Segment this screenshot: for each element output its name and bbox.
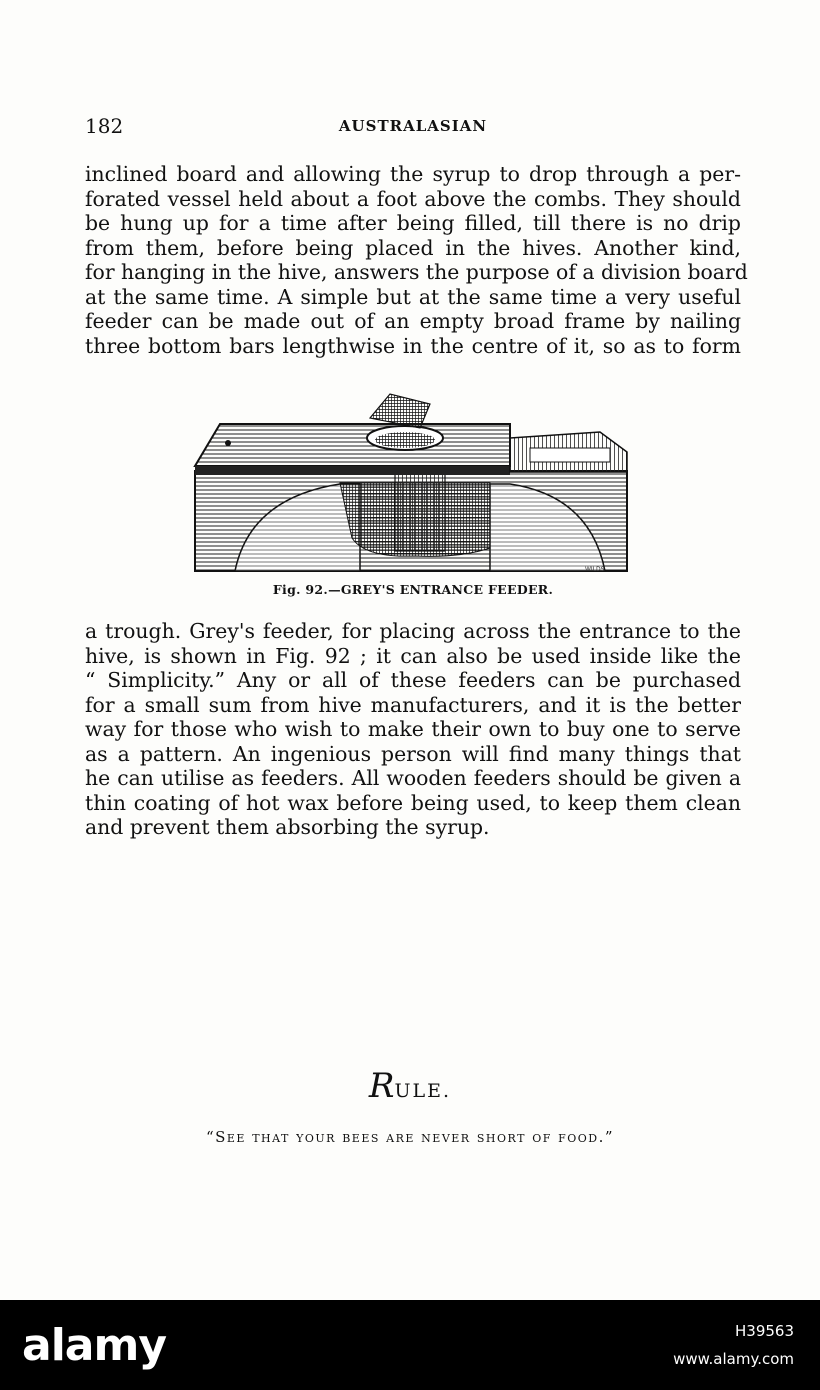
page-number: 182 <box>85 114 124 138</box>
text-line: for hanging in the hive, answers the purpose of a division board <box>85 260 748 284</box>
watermark-url: www.alamy.com <box>673 1350 794 1368</box>
text-line: thin coating of hot wax before being used, to keep them clean <box>85 790 741 815</box>
text-line: feeder can be made out of an empty broad frame by nailing <box>85 309 741 333</box>
stock-watermark-bar <box>0 1300 820 1390</box>
text-line: way for those who wish to make their own to buy one to serve <box>85 717 741 741</box>
text-line: a trough. Grey's feeder, for placing across the entrance to the <box>85 619 741 643</box>
text-line: he can utilise as feeders. All wooden feeders should be given a <box>85 766 741 790</box>
rule-heading-initial: R <box>368 1066 395 1106</box>
feeder-illustration <box>190 388 630 578</box>
watermark-image-id: H39563 <box>735 1322 794 1340</box>
paragraph-top <box>85 162 748 358</box>
rule-text: “See that your bees are never short of food.” <box>205 1128 615 1146</box>
rule-heading <box>0 1066 820 1106</box>
text-line: from them, before being placed in the hives. Another kind, <box>85 235 741 260</box>
running-title: AUSTRALASIAN <box>338 117 488 135</box>
figure-caption: Fig. 92.—GREY'S ENTRANCE FEEDER. <box>272 582 554 597</box>
text-line: forated vessel held about a foot above the combs. They should <box>85 186 741 211</box>
rule-heading-rest: ULE. <box>394 1080 452 1102</box>
text-line: be hung up for a time after being filled, till there is no drip <box>85 211 741 235</box>
engraver-signature: WILDS <box>585 566 605 573</box>
running-head <box>85 114 741 144</box>
text-line: and prevent them absorbing the syrup. <box>85 815 490 839</box>
watermark-logo: alamy <box>22 1320 166 1371</box>
feeder-engraving-svg <box>190 388 630 578</box>
text-line: as a pattern. An ingenious person will find many things that <box>85 741 741 766</box>
text-line: three bottom bars lengthwise in the centre of it, so as to form <box>85 333 741 358</box>
text-line: at the same time. A simple but at the same time a very useful <box>85 284 741 309</box>
paragraph-bottom <box>85 619 741 840</box>
text-line: “ Simplicity.” Any or all of these feeders can be purchased <box>85 668 741 692</box>
text-line: hive, is shown in Fig. 92 ; it can also be used inside like the <box>85 643 741 668</box>
text-line: for a small sum from hive manufacturers, and it is the better <box>85 692 741 717</box>
text-line: inclined board and allowing the syrup to drop through a per- <box>85 162 741 186</box>
